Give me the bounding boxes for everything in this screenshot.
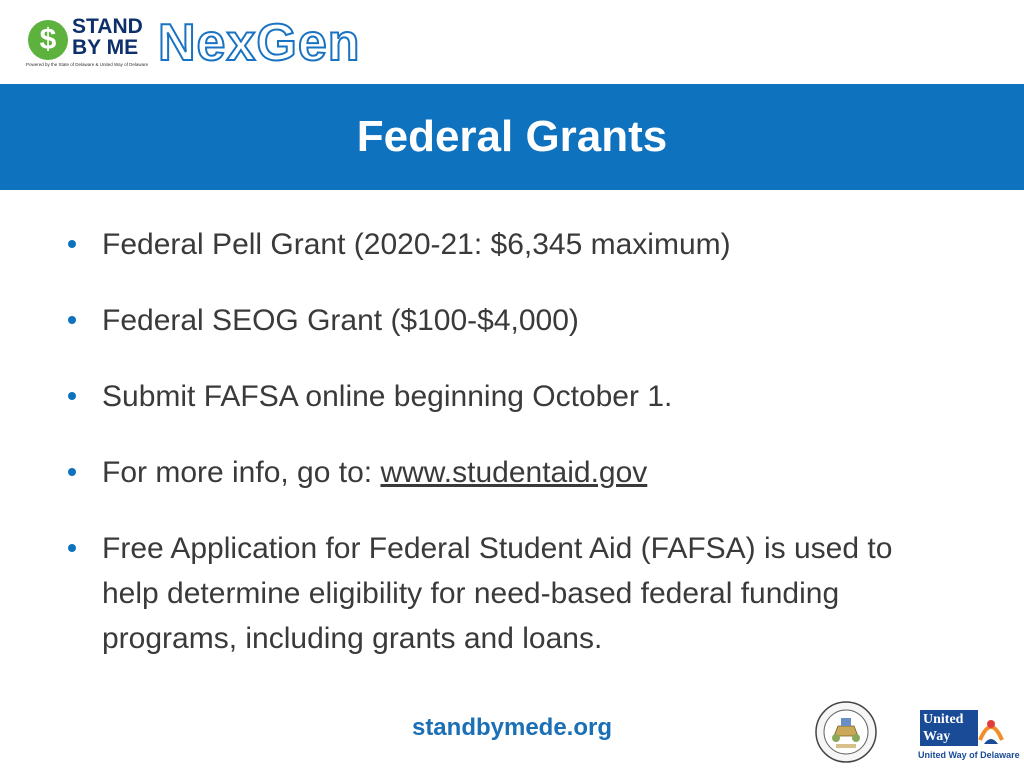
- slide-title: Federal Grants: [356, 112, 668, 161]
- title-banner: [0, 84, 1024, 190]
- united-way-label: United Way: [920, 710, 978, 746]
- hand-rainbow-icon: [978, 710, 1004, 746]
- bullet-dot-icon: [68, 544, 76, 552]
- bullet-text: Federal Pell Grant (2020-21: $6,345 maximum): [102, 228, 731, 261]
- bullet-text: Free Application for Federal Student Aid (FAFSA) is used to help determine eligibility for need-based federal funding programs, including grants and loans.: [102, 532, 893, 655]
- state-seal-icon: [814, 700, 878, 764]
- logo-line-by-me: BY ME: [72, 36, 139, 59]
- bullet-fafsa-description: [64, 526, 922, 661]
- bullet-list: [64, 222, 964, 692]
- footer-website: standbymede.org: [411, 714, 613, 741]
- united-way-mark: [918, 708, 1006, 748]
- dollar-sign-icon: $: [28, 20, 68, 60]
- delaware-state-seal: [814, 700, 878, 764]
- bullet-dot-icon: [68, 316, 76, 324]
- bullet-seog-grant: [64, 298, 964, 343]
- bullet-submit-fafsa: [64, 374, 964, 419]
- logo-line-stand: STAND: [72, 15, 143, 38]
- stand-by-me-wordmark: [72, 16, 172, 58]
- bullet-more-info: [64, 450, 964, 495]
- bullet-pell-grant: [64, 222, 964, 267]
- bullet-dot-icon: [68, 392, 76, 400]
- bullet-text: Submit FAFSA online beginning October 1.: [102, 380, 673, 413]
- studentaid-link[interactable]: www.studentaid.gov: [380, 456, 648, 489]
- bullet-text: For more info, go to:: [102, 456, 381, 489]
- bullet-dot-icon: [68, 468, 76, 476]
- united-way-subtitle: United Way of Delaware: [918, 750, 1020, 760]
- nexgen-logo: NexGen: [158, 14, 361, 72]
- bullet-dot-icon: [68, 240, 76, 248]
- united-way-logo: [918, 708, 1020, 762]
- stand-by-me-nexgen-logo: [24, 14, 384, 72]
- bullet-text: Federal SEOG Grant ($100-$4,000): [102, 304, 579, 337]
- logo-tagline: Powered by the State of Delaware & United Way of Delaware: [26, 62, 149, 67]
